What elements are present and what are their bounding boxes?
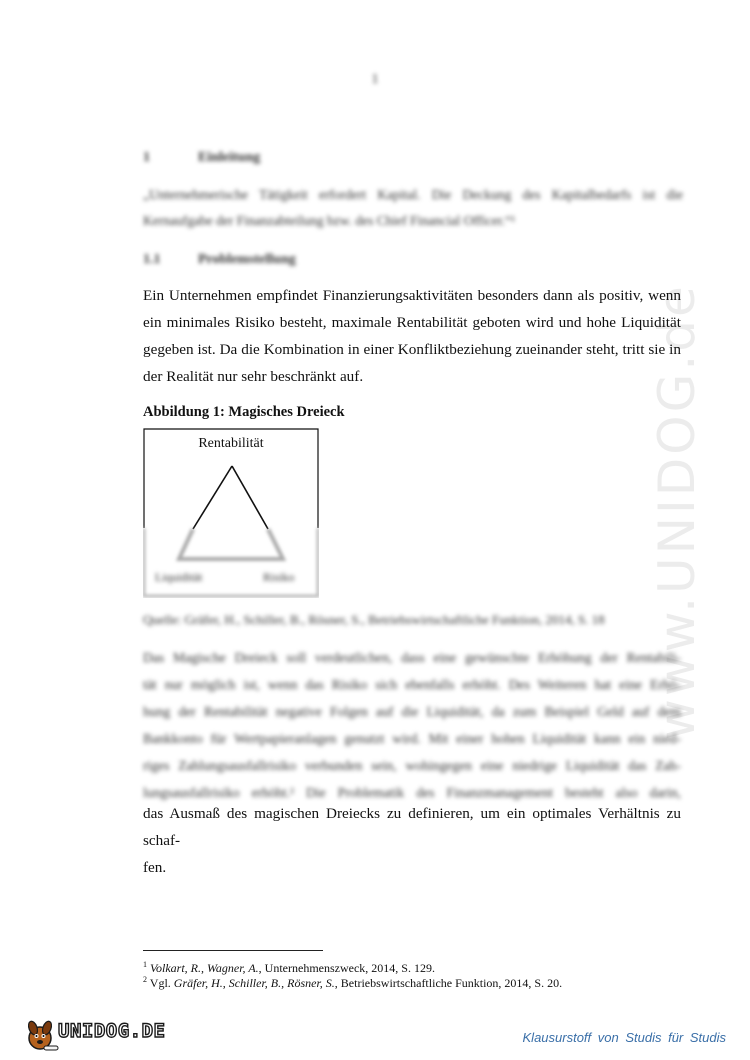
paragraph-line: Das Magische Dreieck soll verdeutlichen, dass eine gewünschte Erhöhung der Rentabili-	[143, 650, 681, 665]
label-liquiditaet: Liquidität	[155, 570, 203, 584]
footnote-mark: 1	[143, 960, 147, 969]
figure-source: Quelle: Gräfer, H., Schiller, B., Rösner, S., Betriebswirtschaftliche Funktion, 2014, S. 18	[143, 612, 605, 627]
paragraph-line: riges Zahlungsausfallrisiko verbunden sein, wohingegen eine niedrige Liquidität das Zah-	[143, 758, 681, 773]
paragraph-line: tät nur möglich ist, wenn das Risiko sich ebenfalls erhöht. Des Weiteren hat eine Erhö-	[143, 677, 681, 692]
paragraph-line: lungsausfallrisiko erhöht.² Die Problematik des Finanzmanagement besteht also darin,	[143, 785, 681, 800]
heading-2-number: 1.1	[143, 252, 161, 267]
label-risiko: Risiko	[263, 570, 295, 584]
paragraph-line: fen.	[143, 859, 167, 876]
footnote-prefix: Vgl.	[149, 976, 174, 990]
watermark-text: www.UNIDOG.de	[648, 283, 706, 740]
heading-1-number: 1	[143, 150, 150, 165]
footnote-mark: 2	[143, 975, 147, 984]
footnote-authors: Gräfer, H., Schiller, B., Rösner, S.	[173, 976, 335, 990]
intro-quote: „Unternehmerische Tätigkeit erfordert Kapital. Die Deckung des Kapitalbedarfs ist die Kernaufgabe der Finanzabteilung bzw. des Chief Financial Officer.“¹	[143, 187, 683, 228]
figure-caption: Abbildung 1: Magisches Dreieck	[143, 404, 345, 420]
paragraph-line: Bankkonto für Wertpapieranlagen genutzt wird. Mit einer hohen Liquidität kann ein nied-	[143, 731, 681, 746]
footnote-divider	[143, 950, 323, 951]
footnote-authors: Volkart, R., Wagner, A.	[150, 961, 259, 975]
page-number: 1	[371, 72, 379, 87]
footnote-rest: , Betriebswirtschaftliche Funktion, 2014, S. 20.	[334, 976, 563, 990]
heading-1-title: Einleitung	[198, 150, 261, 165]
paragraph-explanation-blurred	[143, 644, 681, 806]
slogan: Klausurstoff von Studis für Studis	[522, 1030, 726, 1045]
paragraph-line: hung der Rentabilität negative Folgen auf die Liquidität, da zum Beispiel Geld auf dem	[143, 704, 681, 719]
logo-text: UNIDOG.DE	[58, 1020, 166, 1042]
paragraph-line: ein minimales Risiko besteht, maximale Rentabilität geboten wird und hohe Liquidität	[143, 314, 681, 331]
magic-triangle-figure	[143, 428, 319, 598]
heading-2	[143, 252, 296, 268]
paragraph-line: Ein Unternehmen empfindet Finanzierungsaktivitäten besonders dann als positiv, wenn	[143, 287, 681, 304]
footnote-2	[143, 975, 562, 991]
dog-icon	[24, 1016, 60, 1052]
heading-2-title: Problemstellung	[198, 252, 296, 267]
paragraph-line: der Realität nur sehr beschränkt auf.	[143, 368, 364, 385]
label-rentabilitaet: Rentabilität	[198, 436, 264, 451]
footnote-rest: , Unternehmenszweck, 2014, S. 129.	[258, 961, 435, 975]
paragraph-problem	[143, 282, 681, 390]
unidog-logo	[24, 1016, 166, 1052]
paragraph-line: gegeben ist. Da die Kombination in einer Konfliktbeziehung zueinander steht, tritt sie in	[143, 341, 681, 358]
paragraph-explanation-visible	[143, 800, 681, 881]
footnote-1	[143, 960, 435, 976]
paragraph-line: das Ausmaß des magischen Dreiecks zu definieren, um ein optimales Verhältnis zu schaf-	[143, 805, 681, 849]
heading-1	[143, 150, 260, 166]
